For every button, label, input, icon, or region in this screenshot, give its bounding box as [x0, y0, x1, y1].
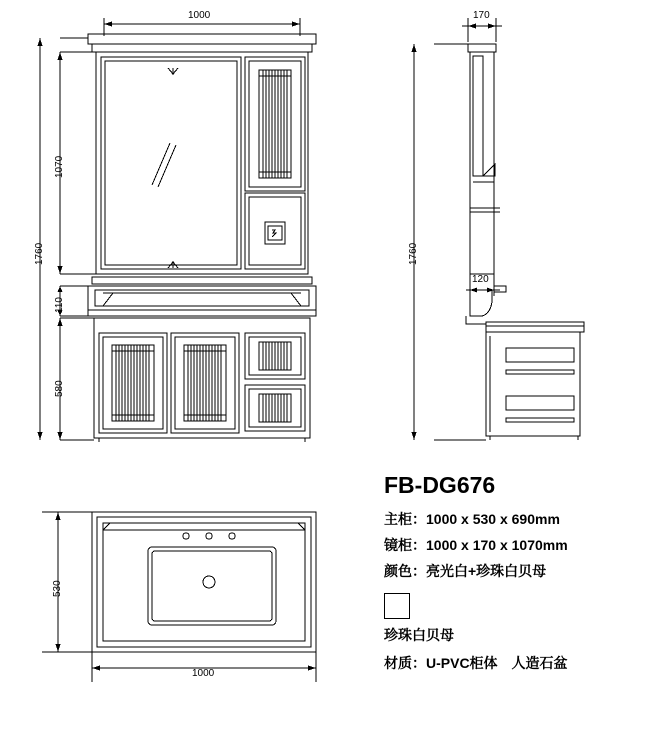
color-swatch: [384, 593, 410, 619]
spec-block: [384, 472, 656, 673]
dim-plan-width-1000: 1000: [192, 668, 215, 679]
dim-mirror-cabinet-height-1070: 1070: [54, 155, 65, 178]
main-cabinet-spec: 主柜：1000 x 530 x 690mm: [384, 511, 560, 527]
mirror-cabinet-spec: 镜柜：1000 x 170 x 1070mm: [384, 537, 568, 553]
dim-side-shelf-120: 120: [472, 274, 489, 285]
color-spec: 颜色：亮光白+珍珠白贝母: [384, 563, 547, 579]
dim-base-cabinet-580: 580: [54, 380, 65, 397]
dim-front-overall-height-1760: 1760: [34, 242, 45, 265]
material-spec: 材质：U-PVC柜体 人造石盆: [384, 655, 568, 671]
dim-plan-depth-530: 530: [52, 580, 63, 597]
color-swatch-label: 珍珠白贝母: [384, 627, 454, 643]
dim-side-overall-height-1760: 1760: [408, 242, 419, 265]
model-number: FB-DG676: [384, 472, 496, 498]
dim-counter-band-110: 110: [54, 297, 65, 313]
dim-front-width-1000: 1000: [188, 10, 211, 21]
dim-side-depth-170: 170: [473, 10, 490, 21]
